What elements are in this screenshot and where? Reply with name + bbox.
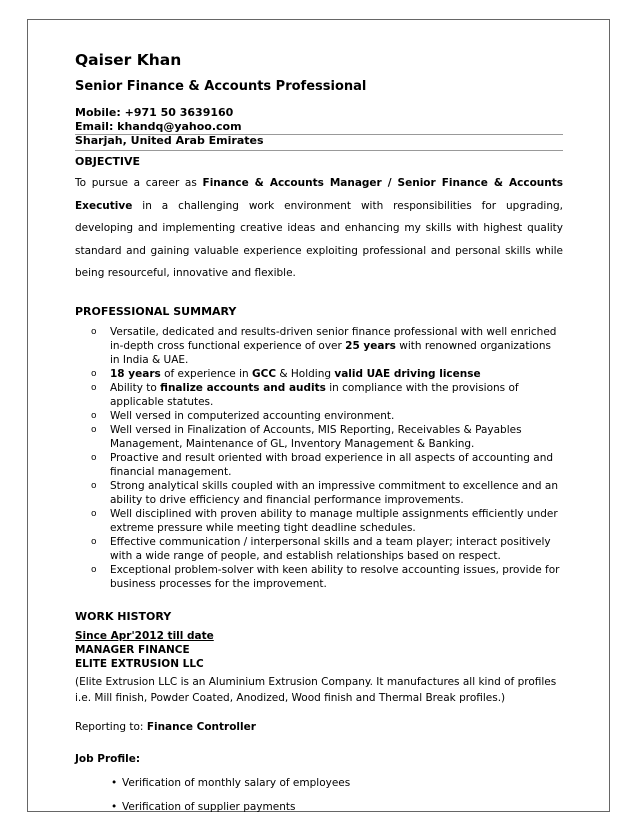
list-item: o Exceptional problem-solver with keen ability to resolve accounting issues, provide for business processes for the improvement.: [91, 563, 560, 590]
professional-title: Senior Finance & Accounts Professional: [75, 79, 367, 94]
list-marker: o: [91, 508, 97, 519]
mobile-line: Mobile: +971 50 3639160: [75, 106, 234, 119]
list-marker: o: [91, 480, 97, 491]
company-description: (Elite Extrusion LLC is an Aluminium Extrusion Company. It manufactures all kind of profiles i.e. Mill finish, Powder Coated, Anodized, Wood finish and Thermal Break profiles.): [75, 675, 557, 704]
list-item: o Versatile, dedicated and results-driven senior finance professional with well enriched in-depth cross functional experience of over 25 years with renowned organizations in India & UAE.: [91, 325, 557, 366]
employment-period: Since Apr'2012 till date: [75, 629, 214, 642]
resume-content: [75, 50, 563, 814]
list-marker: o: [91, 326, 97, 337]
bullet-marker: •: [111, 800, 118, 813]
list-item: o Ability to finalize accounts and audits in compliance with the provisions of applicable statutes.: [91, 381, 519, 408]
list-item: o Well versed in Finalization of Accounts, MIS Reporting, Receivables & Payables Management, Maintenance of GL, Inventory Management & Banking.: [91, 423, 522, 450]
list-marker: o: [91, 382, 97, 393]
list-marker: o: [91, 424, 97, 435]
list-item: o 18 years of experience in GCC & Holding valid UAE driving license: [91, 367, 481, 380]
job-profile-list: [75, 776, 563, 814]
list-marker: o: [91, 410, 97, 421]
list-marker: o: [91, 368, 97, 379]
objective-heading: OBJECTIVE: [75, 155, 141, 168]
email-line: Email: khandq@yahoo.com: [75, 120, 242, 133]
list-item: o Strong analytical skills coupled with an impressive commitment to excellence and an ability to drive efficiency and financial performance improvements.: [91, 479, 558, 506]
list-item: • Verification of supplier payments: [111, 800, 296, 813]
list-item: • Verification of monthly salary of employees: [111, 776, 351, 789]
objective-text: To pursue a career as Finance & Accounts Manager / Senior Finance & Accounts Executive in a challenging work environment with responsibilities for upgrading, developing and implementing creative ideas and enhancing my skills with highest quality standard and gaining valuable experience exploiting professional and personal skills while being resourceful, innovative and flexible.: [75, 177, 563, 279]
job-role: MANAGER FINANCE: [75, 643, 190, 656]
list-marker: o: [91, 536, 97, 547]
list-item: o Proactive and result oriented with broad experience in all aspects of accounting and financial management.: [91, 451, 554, 478]
job-profile-heading: Job Profile:: [75, 752, 141, 765]
work-history-heading: WORK HISTORY: [75, 609, 172, 623]
company-name: ELITE EXTRUSION LLC: [75, 657, 204, 670]
location-line: Sharjah, United Arab Emirates: [75, 134, 264, 147]
list-marker: o: [91, 564, 97, 575]
list-marker: o: [91, 452, 97, 463]
summary-heading: PROFESSIONAL SUMMARY: [75, 304, 237, 318]
summary-list: [75, 325, 563, 591]
list-item: o Well disciplined with proven ability to manage multiple assignments efficiently under extreme pressure while meeting tight deadline schedules.: [91, 507, 558, 534]
reporting-line: Reporting to: Finance Controller: [75, 720, 256, 733]
candidate-name: Qaiser Khan: [75, 51, 182, 69]
list-item: o Effective communication / interpersonal skills and a team player; interact positively with a wide range of people, and establish relationships based on respect.: [91, 535, 551, 562]
list-item: o Well versed in computerized accounting environment.: [91, 409, 395, 422]
bullet-marker: •: [111, 776, 118, 789]
